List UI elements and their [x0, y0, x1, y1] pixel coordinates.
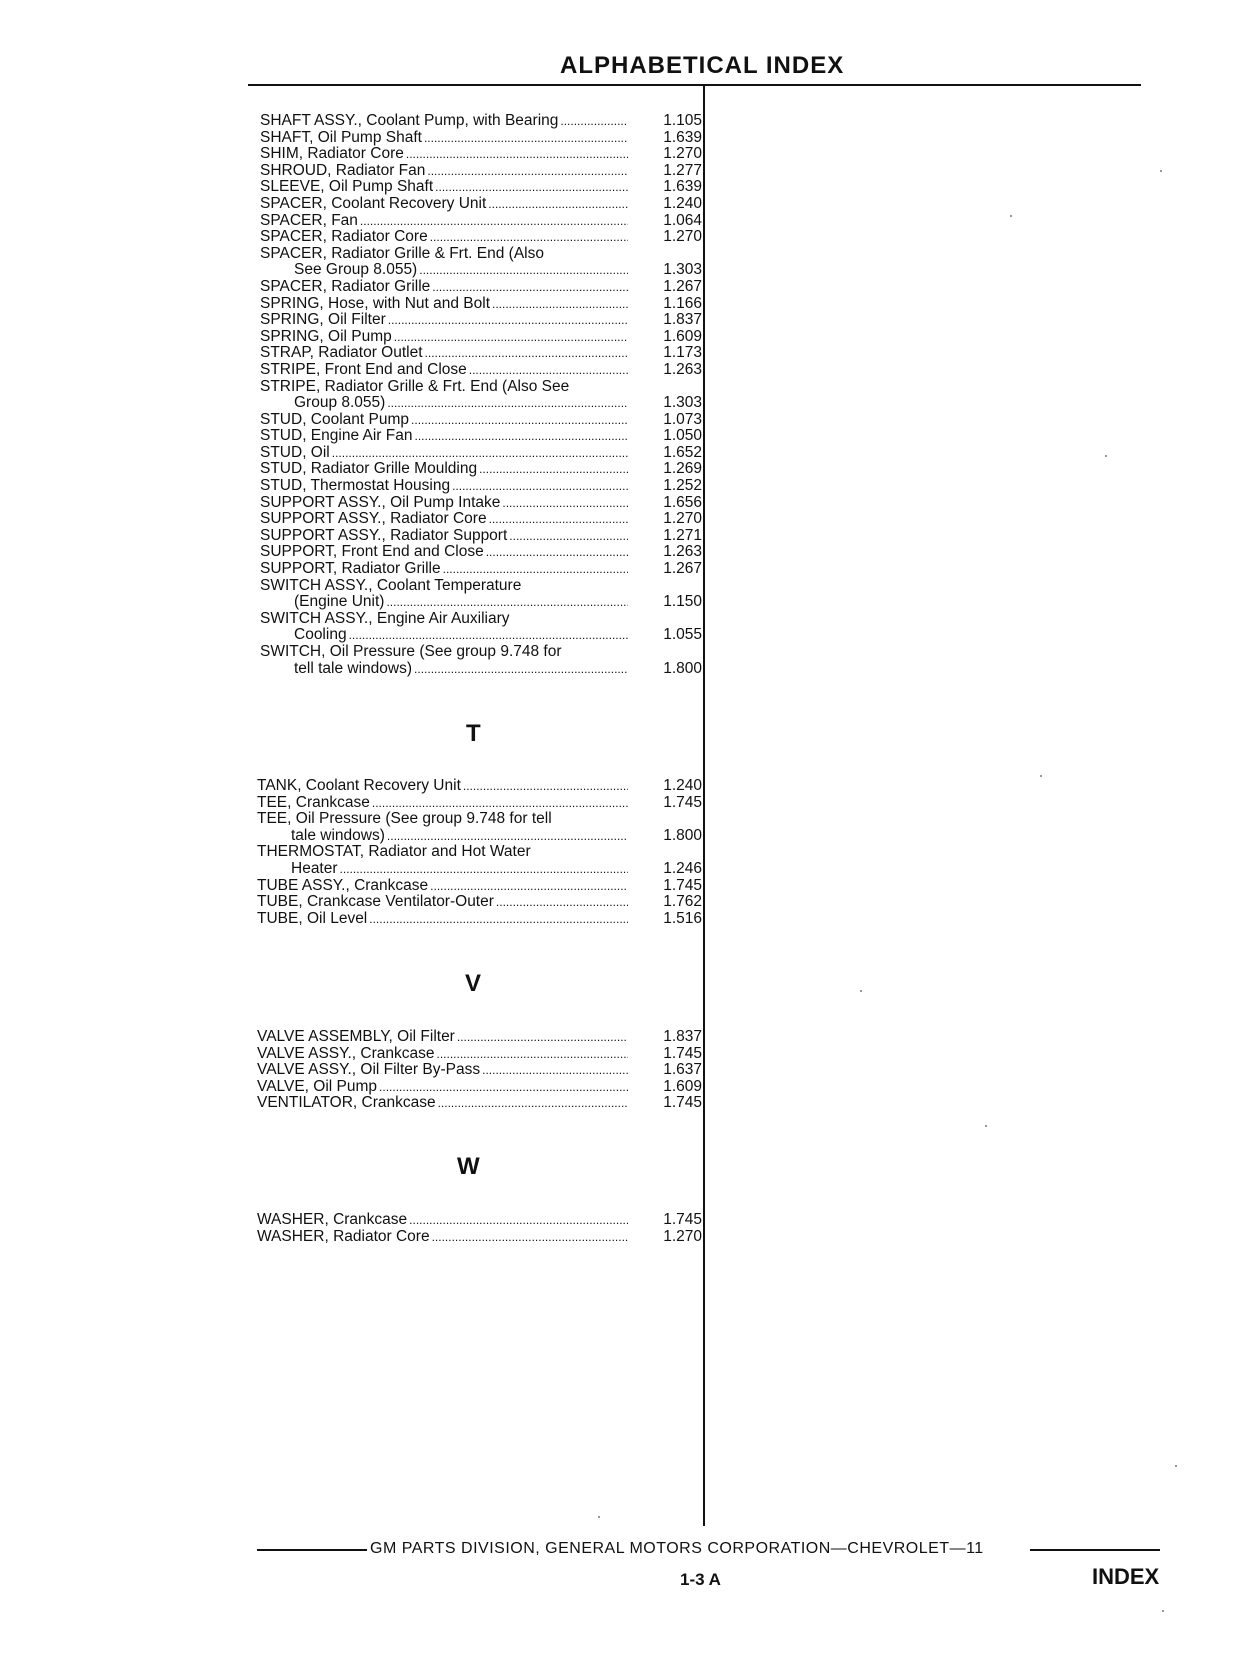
index-entry	[260, 379, 700, 412]
entry-text-continued: See Group 8.055)	[294, 261, 418, 279]
index-entry	[260, 345, 700, 362]
entry-text-continued: (Engine Unit)	[294, 593, 385, 611]
scan-speck	[598, 1516, 600, 1518]
leader-dots	[424, 130, 628, 147]
page-reference: 1.277	[663, 161, 702, 179]
scan-speck	[860, 990, 862, 992]
leader-dots	[419, 262, 628, 279]
page-reference: 1.240	[663, 194, 702, 212]
entry-text: SPRING, Oil Filter	[260, 311, 386, 329]
index-section	[257, 1029, 700, 1112]
index-entry	[260, 478, 700, 495]
entry-text: STUD, Engine Air Fan	[260, 427, 413, 445]
entry-text: VENTILATOR, Crankcase	[257, 1094, 436, 1112]
index-entry	[257, 1229, 700, 1246]
leader-dots	[411, 412, 628, 429]
entry-text: STUD, Coolant Pump	[260, 410, 410, 428]
entry-text: SWITCH, Oil Pressure (See group 9.748 for	[260, 643, 562, 660]
page-reference: 1.800	[663, 659, 702, 677]
footer-publisher: GM PARTS DIVISION, GENERAL MOTORS CORPORATION—CHEVROLET—11	[370, 1540, 984, 1557]
entry-text: VALVE ASSY., Oil Filter By-Pass	[257, 1061, 481, 1079]
page-reference: 1.270	[663, 228, 702, 246]
leader-dots	[443, 561, 628, 578]
leader-dots	[349, 627, 628, 644]
leader-dots	[479, 461, 628, 478]
page-reference: 1.639	[663, 128, 702, 146]
leader-dots	[489, 511, 628, 528]
page-reference: 1.303	[663, 394, 702, 412]
footer-section-label: INDEX	[1092, 1564, 1160, 1589]
page-reference: 1.637	[663, 1061, 702, 1079]
page-reference: 1.800	[663, 826, 702, 844]
leader-dots	[386, 594, 628, 611]
index-entry	[257, 1029, 700, 1046]
entry-text: TEE, Oil Pressure (See group 9.748 for tell	[257, 810, 552, 828]
index-entry	[257, 1062, 700, 1079]
leader-dots	[372, 795, 628, 812]
page-reference: 1.267	[663, 277, 702, 295]
page-reference: 1.263	[663, 543, 702, 561]
entry-text-continued: tale windows)	[291, 826, 385, 844]
page-reference: 1.246	[663, 859, 702, 877]
page-reference: 1.105	[663, 112, 702, 129]
index-entry	[260, 495, 700, 512]
page-reference: 1.745	[663, 793, 702, 811]
index-entry	[257, 894, 700, 911]
index-entry	[260, 561, 700, 578]
index-entry	[260, 544, 700, 561]
entry-text: VALVE, Oil Pump	[257, 1077, 378, 1095]
entry-text: SHAFT ASSY., Coolant Pump, with Bearing	[260, 112, 559, 129]
entry-text: THERMOSTAT, Radiator and Hot Water	[257, 843, 531, 861]
leader-dots	[430, 878, 628, 895]
index-entry	[260, 461, 700, 478]
entry-text: SPRING, Oil Pump	[260, 327, 392, 345]
leader-dots	[438, 1095, 628, 1112]
page-reference: 1.269	[663, 460, 702, 478]
page-reference: 1.762	[663, 893, 702, 911]
leader-dots	[509, 528, 628, 545]
leader-dots	[409, 1212, 628, 1229]
index-entry	[260, 644, 700, 677]
entry-text: SPACER, Fan	[260, 211, 358, 229]
leader-dots	[432, 1229, 628, 1246]
entry-text: SUPPORT ASSY., Radiator Core	[260, 510, 487, 528]
leader-dots	[488, 196, 628, 213]
entry-text: WASHER, Radiator Core	[257, 1227, 430, 1245]
index-entry	[260, 296, 700, 313]
leader-dots	[482, 1062, 628, 1079]
page-reference: 1.073	[663, 410, 702, 428]
index-entry	[260, 578, 700, 611]
index-entry	[260, 196, 700, 213]
scan-speck	[1162, 1610, 1164, 1612]
page-reference: 1.064	[663, 211, 702, 229]
leader-dots	[496, 894, 628, 911]
page-reference: 1.270	[663, 1227, 702, 1245]
index-entry	[260, 445, 700, 462]
leader-dots	[502, 495, 628, 512]
leader-dots	[560, 113, 628, 130]
entry-text: STUD, Thermostat Housing	[260, 477, 451, 495]
page-reference: 1.652	[663, 443, 702, 461]
scan-speck	[1175, 1465, 1177, 1467]
entry-text-continued: tell tale windows)	[294, 659, 413, 677]
index-entry	[257, 911, 700, 928]
index-entry	[260, 279, 700, 296]
page-reference: 1.303	[663, 261, 702, 279]
entry-text: SHAFT, Oil Pump Shaft	[260, 128, 422, 146]
page-reference: 1.745	[663, 1044, 702, 1062]
index-section	[257, 778, 700, 927]
scan-speck	[1040, 775, 1042, 777]
leader-dots	[340, 861, 628, 878]
index-entry	[257, 1095, 700, 1112]
page-reference: 1.516	[663, 909, 702, 927]
leader-dots	[387, 828, 628, 845]
index-entry	[257, 811, 700, 844]
index-entry	[260, 213, 700, 230]
page-reference: 1.271	[663, 526, 702, 544]
entry-text: TUBE, Crankcase Ventilator-Outer	[257, 893, 494, 911]
entry-text: SWITCH ASSY., Coolant Temperature	[260, 576, 522, 594]
index-entry	[260, 362, 700, 379]
index-entry	[260, 511, 700, 528]
page-reference: 1.050	[663, 427, 702, 445]
section-letter: T	[466, 720, 481, 747]
index-entry	[257, 1079, 700, 1096]
entry-text: SPACER, Radiator Grille	[260, 277, 431, 295]
scan-speck	[985, 1125, 987, 1127]
index-entry	[257, 778, 700, 795]
index-entry	[260, 163, 700, 180]
entry-text: VALVE ASSEMBLY, Oil Filter	[257, 1028, 455, 1045]
entry-text: STRAP, Radiator Outlet	[260, 344, 423, 362]
entry-text: STRIPE, Radiator Grille & Frt. End (Also See	[260, 377, 570, 395]
page-reference: 1.267	[663, 560, 702, 578]
index-entry	[260, 329, 700, 346]
page-reference: 1.270	[663, 510, 702, 528]
page-reference: 1.837	[663, 311, 702, 329]
leader-dots	[463, 778, 628, 795]
page-reference: 1.173	[663, 344, 702, 362]
entry-text: SPACER, Radiator Core	[260, 228, 428, 246]
index-entry	[260, 428, 700, 445]
entry-text: SUPPORT ASSY., Oil Pump Intake	[260, 493, 501, 511]
column-divider	[703, 86, 705, 1526]
index-entry	[260, 179, 700, 196]
entry-text: STRIPE, Front End and Close	[260, 360, 467, 378]
entry-text: SPRING, Hose, with Nut and Bolt	[260, 294, 491, 312]
leader-dots	[332, 445, 628, 462]
entry-text: TEE, Crankcase	[257, 793, 370, 811]
leader-dots	[414, 428, 628, 445]
entry-text: SLEEVE, Oil Pump Shaft	[260, 178, 434, 196]
page-reference: 1.639	[663, 178, 702, 196]
index-entry	[260, 130, 700, 147]
page-reference: 1.745	[663, 1094, 702, 1112]
scan-speck	[1010, 215, 1012, 217]
entry-text: STUD, Radiator Grille Moulding	[260, 460, 478, 478]
index-section	[260, 113, 700, 677]
index-entry	[260, 246, 700, 279]
scan-speck	[1160, 170, 1162, 172]
leader-dots	[486, 544, 628, 561]
entry-text-continued: Group 8.055)	[294, 394, 386, 412]
leader-dots	[457, 1029, 628, 1046]
index-entry	[257, 1046, 700, 1063]
entry-text: TUBE, Oil Level	[257, 909, 368, 927]
index-entry	[260, 146, 700, 163]
index-entry	[257, 878, 700, 895]
leader-dots	[394, 329, 628, 346]
section-letter: W	[457, 1153, 480, 1180]
leader-dots	[388, 312, 628, 329]
entry-text: VALVE ASSY., Crankcase	[257, 1044, 435, 1062]
footer-rule-right	[1030, 1549, 1160, 1551]
scan-speck	[1105, 455, 1107, 457]
leader-dots	[437, 1046, 629, 1063]
entry-text: SHIM, Radiator Core	[260, 145, 404, 163]
page-number: 1-3 A	[680, 1570, 721, 1589]
leader-dots	[379, 1079, 628, 1096]
index-entry	[260, 229, 700, 246]
leader-dots	[414, 661, 628, 678]
entry-text: TUBE ASSY., Crankcase	[257, 876, 429, 894]
page-reference: 1.837	[663, 1028, 702, 1045]
leader-dots	[360, 213, 628, 230]
index-entry	[257, 1212, 700, 1229]
entry-text: SUPPORT ASSY., Radiator Support	[260, 526, 508, 544]
entry-text: WASHER, Crankcase	[257, 1211, 408, 1228]
entry-text: SWITCH ASSY., Engine Air Auxiliary	[260, 609, 510, 627]
page-reference: 1.609	[663, 327, 702, 345]
page-reference: 1.055	[663, 626, 702, 644]
leader-dots	[425, 345, 628, 362]
entry-text: SPACER, Radiator Grille & Frt. End (Also	[260, 244, 544, 262]
leader-dots	[435, 179, 628, 196]
section-letter: V	[465, 970, 482, 997]
entry-text: TANK, Coolant Recovery Unit	[257, 777, 461, 794]
leader-dots	[469, 362, 628, 379]
index-section	[257, 1212, 700, 1245]
page-reference: 1.270	[663, 145, 702, 163]
leader-dots	[492, 296, 628, 313]
page-reference: 1.252	[663, 477, 702, 495]
index-entry	[260, 528, 700, 545]
index-entry	[260, 611, 700, 644]
entry-text: SUPPORT, Radiator Grille	[260, 560, 441, 578]
page-title: ALPHABETICAL INDEX	[560, 52, 845, 79]
page-reference: 1.240	[663, 777, 702, 794]
index-entry	[260, 412, 700, 429]
entry-text: SUPPORT, Front End and Close	[260, 543, 484, 561]
entry-text-continued: Cooling	[294, 626, 347, 644]
index-entry	[260, 113, 700, 130]
page-reference: 1.609	[663, 1077, 702, 1095]
index-entry	[257, 844, 700, 877]
page-reference: 1.745	[663, 876, 702, 894]
index-entry	[260, 312, 700, 329]
title-rule	[248, 84, 1141, 86]
leader-dots	[369, 911, 628, 928]
leader-dots	[432, 279, 628, 296]
leader-dots	[452, 478, 628, 495]
page-reference: 1.263	[663, 360, 702, 378]
leader-dots	[427, 163, 628, 180]
page-reference: 1.656	[663, 493, 702, 511]
page-reference: 1.150	[663, 593, 702, 611]
footer-rule-left	[257, 1549, 367, 1551]
entry-text-continued: Heater	[291, 859, 338, 877]
page-reference: 1.166	[663, 294, 702, 312]
leader-dots	[387, 395, 628, 412]
leader-dots	[406, 146, 628, 163]
entry-text: SHROUD, Radiator Fan	[260, 161, 426, 179]
entry-text: SPACER, Coolant Recovery Unit	[260, 194, 487, 212]
index-entry	[257, 795, 700, 812]
entry-text: STUD, Oil	[260, 443, 330, 461]
page-reference: 1.745	[663, 1211, 702, 1228]
leader-dots	[430, 229, 628, 246]
